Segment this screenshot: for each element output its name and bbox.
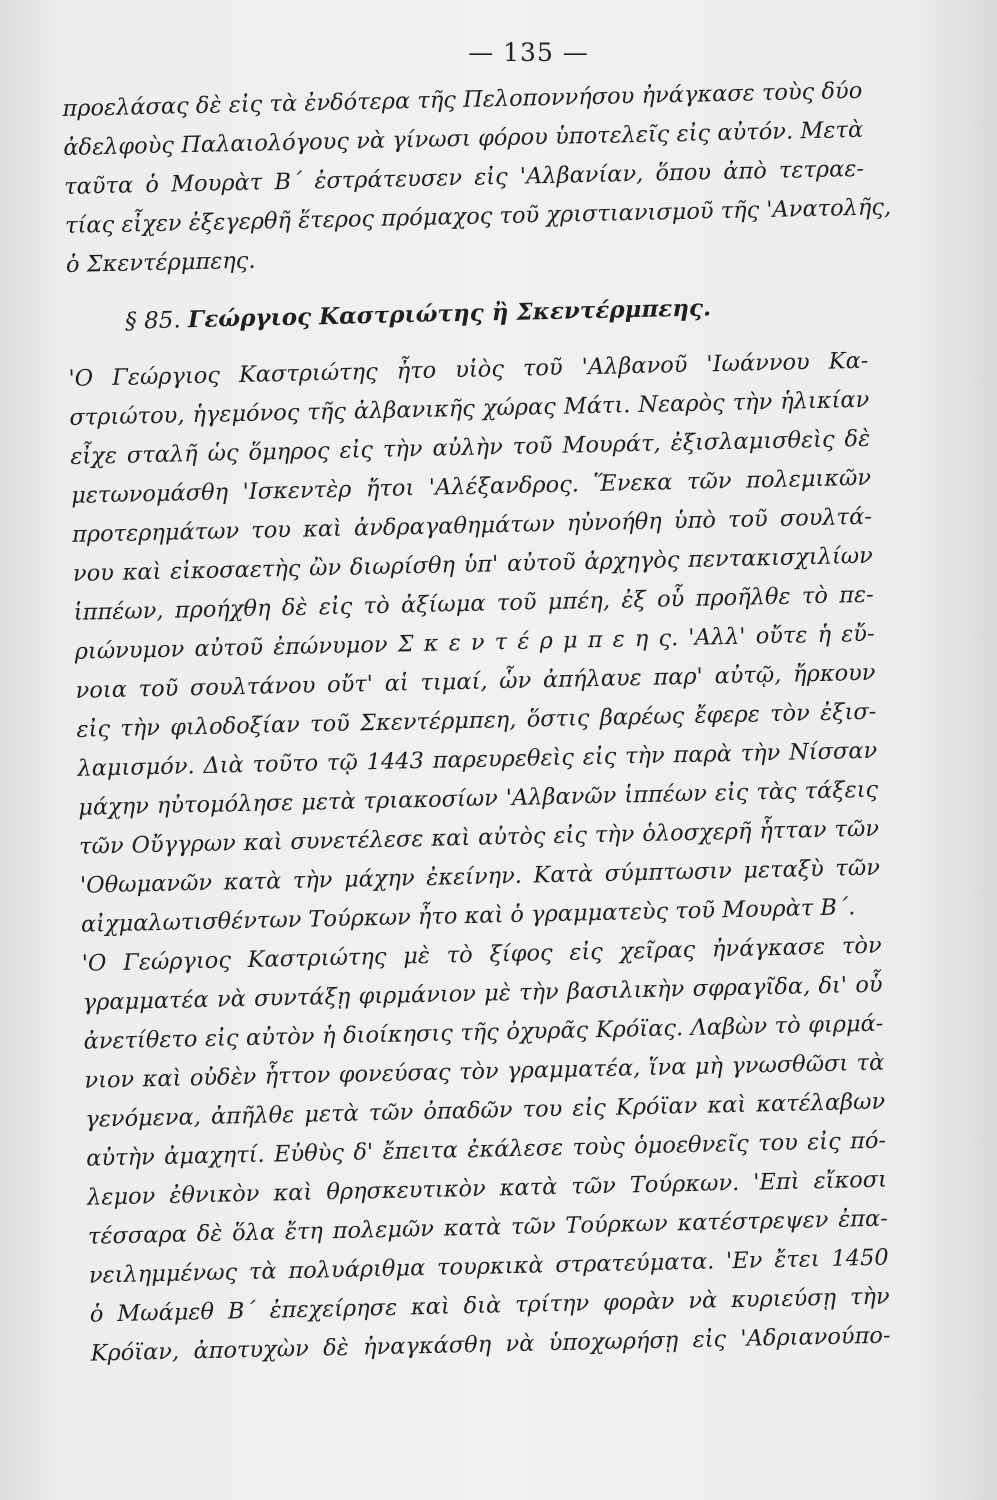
text-line: ἀνετίθετο εἰς αὐτὸν ἡ διοίκησις τῆς ὀχυρᾶς Κρόϊας. Λαβὼν τὸ φιρμά- xyxy=(83,1010,884,1055)
text-line: 'Ο Γεώργιος Καστριώτης ἦτο υἱὸς τοῦ 'Αλβανοῦ 'Ιωάννου Κα- xyxy=(68,347,869,392)
text-line: αὐτὴν ἀμαχητί. Εὐθὺς δ' ἔπειτα ἐκάλεσε τοὺς ὁμοεθνεῖς του εἰς πό- xyxy=(85,1127,887,1172)
text-line: νου καὶ εἰκοσαετὴς ὢν διωρίσθη ὑπ' αὐτοῦ ἀρχηγὸς πεντακισχιλίων xyxy=(72,542,874,587)
text-line: ριώνυμον αὐτοῦ ἐπώνυμον Σ κ ε ν τ έ ρ μ π ε η ς. 'Αλλ' οὔτε ἡ εὔ- xyxy=(74,620,875,665)
page-text xyxy=(62,72,891,1374)
text-line: ἱππέων, προήχθη δὲ εἰς τὸ ἀξίωμα τοῦ μπέη, ἐξ οὗ προῆλθε τὸ πε- xyxy=(73,581,874,626)
section-number: § 85. xyxy=(124,307,181,335)
text-line: γραμματέα νὰ συντάξῃ φιρμάνιον μὲ τὴν βασιλικὴν σφραγῖδα, δι' οὗ xyxy=(82,971,883,1016)
text-line: νοια τοῦ σουλτάνου οὔτ' αἱ τιμαί, ὧν ἀπήλαυε παρ' αὐτῷ, ἤρκουν xyxy=(75,659,876,704)
text-line: ταῦτα ὁ Μουρὰτ Β΄ ἐστράτευσεν εἰς 'Αλβανίαν, ὅπου ἀπὸ τετραε- xyxy=(63,155,865,200)
paragraph xyxy=(62,72,892,285)
text-line: αἰχμαλωτισθέντων Τούρκων ἦτο καὶ ὁ γραμματεὺς τοῦ Μουρὰτ Β΄. xyxy=(80,894,856,938)
text-line: στριώτου, ἡγεμόνος τῆς ἀλβανικῆς χώρας Μάτι. Νεαρὸς τὴν ἡλικίαν xyxy=(69,386,870,431)
text-line: προελάσας δὲ εἰς τὰ ἐνδότερα τῆς Πελοποννήσου ἠνάγκασε τοὺς δύο xyxy=(62,77,863,122)
text-line: λαμισμόν. Διὰ τοῦτο τῷ 1443 παρευρεθεὶς εἰς τὴν παρὰ τὴν Νίσσαν xyxy=(77,737,878,782)
text-line: ὁ Μωάμεθ Β΄ ἐπεχείρησε καὶ διὰ τρίτην φορὰν νὰ κυριεύσῃ τὴν xyxy=(89,1283,890,1328)
text-line: μάχην ηὐτομόλησε μετὰ τριακοσίων 'Αλβανῶν ἱππέων εἰς τὰς τάξεις xyxy=(77,776,879,821)
section-heading xyxy=(67,285,868,342)
page-number: — 135 — xyxy=(468,38,589,67)
text-line: νειλημμένως τὰ πολυάριθμα τουρκικὰ στρατεύματα. 'Εν ἔτει 1450 xyxy=(88,1244,889,1289)
text-line: μετωνομάσθη 'Ισκεντὲρ ἤτοι 'Αλέξανδρος. Ἕνεκα τῶν πολεμικῶν xyxy=(70,464,872,509)
text-line: τίας εἶχεν ἐξεγερθῆ ἕτερος πρόμαχος τοῦ χριστιανισμοῦ τῆς 'Ανατολῆς, xyxy=(64,194,892,239)
text-line: λεμον ἐθνικὸν καὶ θρησκευτικὸν κατὰ τῶν Τούρκων. 'Επὶ εἴκοσι xyxy=(86,1166,888,1211)
section-title: Γεώργιος Καστριώτης ἢ Σκεντέρμπεης. xyxy=(187,294,712,334)
paragraph xyxy=(81,927,891,1374)
text-line: τῶν Οὔγγρων καὶ συνετέλεσε καὶ αὐτὸς εἰς τὴν ὁλοσχερῆ ἧτταν τῶν xyxy=(78,815,880,860)
text-line: Κρόϊαν, ἀποτυχὼν δὲ ἠναγκάσθη νὰ ὑποχωρήσῃ εἰς 'Αδριανούπο- xyxy=(90,1322,891,1367)
text-line: εἶχε σταλῆ ὡς ὅμηρος εἰς τὴν αὐλὴν τοῦ Μουράτ, ἐξισλαμισθεὶς δὲ xyxy=(70,425,871,470)
text-line: νιον καὶ οὐδὲν ἧττον φονεύσας τὸν γραμματέα, ἵνα μὴ γνωσθῶσι τὰ xyxy=(84,1049,885,1094)
text-line: εἰς τὴν φιλοδοξίαν τοῦ Σκεντέρμπεη, ὅστις βαρέως ἔφερε τὸν ἐξισ- xyxy=(76,698,877,743)
text-line: ἀδελφοὺς Παλαιολόγους νὰ γίνωσι φόρου ὑποτελεῖς εἰς αὐτόν. Μετὰ xyxy=(63,116,864,161)
text-line: 'Ο Γεώργιος Καστριώτης μὲ τὸ ξίφος εἰς χεῖρας ἠνάγκασε τὸν xyxy=(81,932,882,977)
paragraph xyxy=(68,342,881,945)
text-line: προτερημάτων του καὶ ἀνδραγαθημάτων ηὐνοήθη ὑπὸ τοῦ σουλτά- xyxy=(71,503,873,548)
text-line: ὁ Σκεντέρμπεης. xyxy=(65,247,256,278)
text-line: 'Οθωμανῶν κατὰ τὴν μάχην ἐκείνην. Κατὰ σύμπτωσιν μεταξὺ τῶν xyxy=(79,854,881,899)
text-line: γενόμενα, ἀπῆλθε μετὰ τῶν ὀπαδῶν του εἰς Κρόϊαν καὶ κατέλαβων xyxy=(85,1088,886,1133)
text-line: τέσσαρα δὲ ὅλα ἔτη πολεμῶν κατὰ τῶν Τούρκων κατέστρεψεν ἐπα- xyxy=(87,1205,889,1250)
